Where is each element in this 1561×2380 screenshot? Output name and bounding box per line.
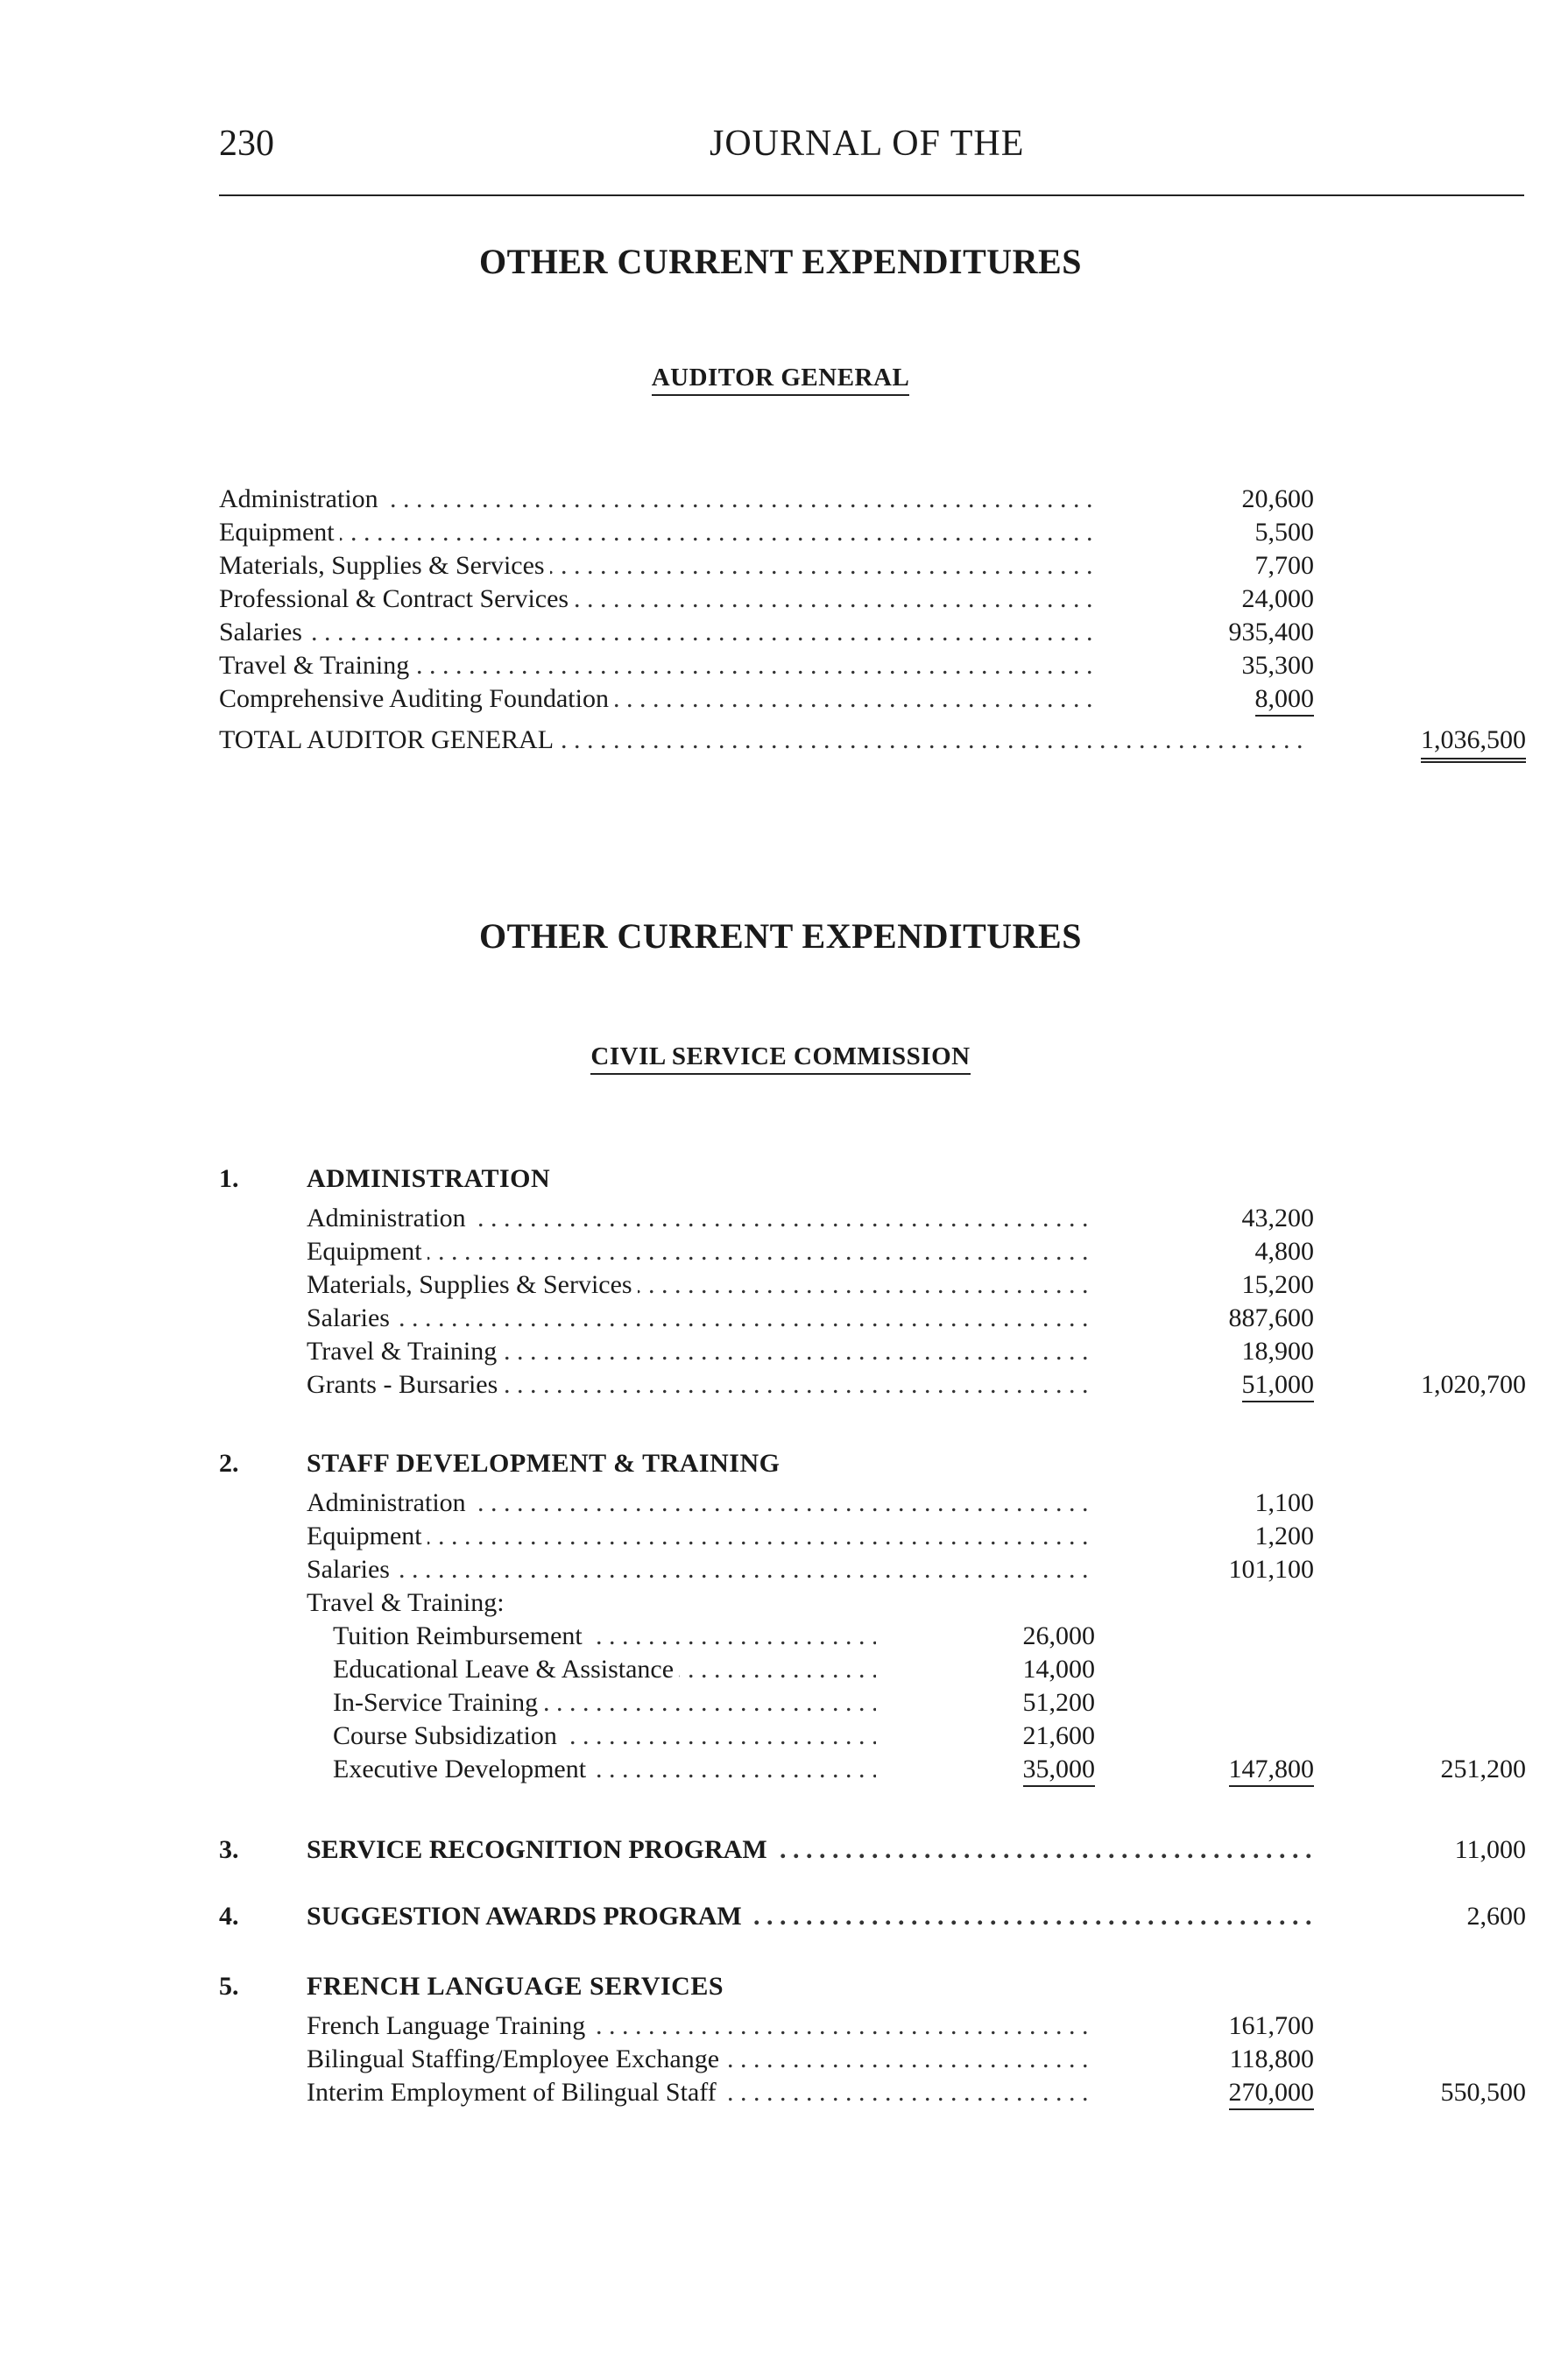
item-label: Executive Development (333, 1755, 591, 1783)
item-amount: 35,300 (1241, 651, 1314, 680)
travel-subtotal: 147,800 (1139, 1753, 1314, 1786)
section-title: OTHER CURRENT EXPENDITURES (479, 242, 1082, 281)
item-label: Administration (307, 1488, 471, 1517)
program-number: 5. (219, 1972, 239, 2001)
program-total: 550,500 (1440, 2078, 1526, 2107)
item-amount: 8,000 (1139, 682, 1314, 716)
item-amount: 118,800 (1229, 2045, 1314, 2073)
item-label: Salaries (307, 1303, 395, 1332)
item-amount: 24,000 (1241, 584, 1314, 613)
item-amount: 51,000 (1139, 1368, 1314, 1402)
item-amount: 887,600 (1228, 1303, 1314, 1332)
item-amount: 43,200 (1241, 1204, 1314, 1232)
program-number: 3. (219, 1835, 239, 1864)
item-amount: 1,100 (1254, 1488, 1314, 1517)
program-title: SERVICE RECOGNITION PROGRAM (307, 1835, 773, 1864)
running-head (219, 121, 1524, 166)
header-rule (219, 194, 1524, 196)
item-label: In-Service Training (333, 1688, 543, 1717)
total-label: TOTAL AUDITOR GENERAL (219, 725, 559, 754)
item-amount: 5,500 (1254, 518, 1314, 547)
item-amount: 51,200 (1022, 1688, 1095, 1717)
item-label: Bilingual Staffing/Employee Exchange (307, 2045, 724, 2073)
item-amount: 18,900 (1241, 1337, 1314, 1366)
program-total: 11,000 (1454, 1835, 1526, 1864)
item-label: Equipment (219, 518, 340, 547)
item-label: Equipment (307, 1522, 427, 1550)
program-number: 2. (219, 1449, 239, 1478)
section-title: OTHER CURRENT EXPENDITURES (479, 916, 1082, 956)
item-amount: 101,100 (1228, 1555, 1314, 1584)
item-amount: 26,000 (1022, 1621, 1095, 1650)
program-total: 251,200 (1440, 1755, 1526, 1783)
item-amount: 14,000 (1022, 1655, 1095, 1684)
page-number: 230 (219, 124, 274, 164)
item-label: Salaries (219, 618, 307, 646)
department-title: CIVIL SERVICE COMMISSION (0, 1042, 1561, 1071)
program-title: SUGGESTION AWARDS PROGRAM (307, 1902, 747, 1931)
item-label: Materials, Supplies & Services (219, 551, 550, 580)
item-amount: 1,200 (1254, 1522, 1314, 1550)
program-title: FRENCH LANGUAGE SERVICES (307, 1972, 724, 2001)
item-label: Interim Employment of Bilingual Staff (307, 2078, 722, 2107)
item-label: Grants - Bursaries (307, 1370, 503, 1399)
item-amount: 4,800 (1254, 1237, 1314, 1266)
item-label: Materials, Supplies & Services (307, 1270, 638, 1299)
item-label: Equipment (307, 1237, 427, 1266)
item-label: Administration (219, 484, 384, 513)
total-amount: 1,036,500 (1351, 724, 1526, 757)
item-amount: 15,200 (1241, 1270, 1314, 1299)
program-total: 1,020,700 (1421, 1370, 1526, 1399)
program-number: 1. (219, 1164, 239, 1193)
item-amount: 935,400 (1228, 618, 1314, 646)
item-amount: 21,600 (1022, 1721, 1095, 1750)
item-label: French Language Training (307, 2011, 590, 2040)
item-label: Professional & Contract Services (219, 584, 574, 613)
program-total: 2,600 (1466, 1902, 1526, 1931)
travel-subheading: Travel & Training: (307, 1588, 510, 1617)
item-amount: 161,700 (1228, 2011, 1314, 2040)
item-label: Administration (307, 1204, 471, 1232)
item-amount: 270,000 (1139, 2076, 1314, 2109)
item-label: Educational Leave & Assistance (333, 1655, 679, 1684)
item-label: Salaries (307, 1555, 395, 1584)
item-amount: 7,700 (1254, 551, 1314, 580)
item-label: Travel & Training (219, 651, 414, 680)
journal-title: JOURNAL OF THE (710, 124, 1025, 164)
department-title: AUDITOR GENERAL (0, 364, 1561, 392)
program-title: STAFF DEVELOPMENT & TRAINING (307, 1449, 780, 1478)
item-label: Travel & Training (307, 1337, 502, 1366)
item-amount: 35,000 (920, 1753, 1095, 1786)
program-title: ADMINISTRATION (307, 1164, 551, 1193)
item-label: Course Subsidization (333, 1721, 562, 1750)
program-number: 4. (219, 1902, 239, 1931)
item-amount: 20,600 (1241, 484, 1314, 513)
item-label: Comprehensive Auditing Foundation (219, 684, 614, 713)
item-label: Tuition Reimbursement (333, 1621, 588, 1650)
